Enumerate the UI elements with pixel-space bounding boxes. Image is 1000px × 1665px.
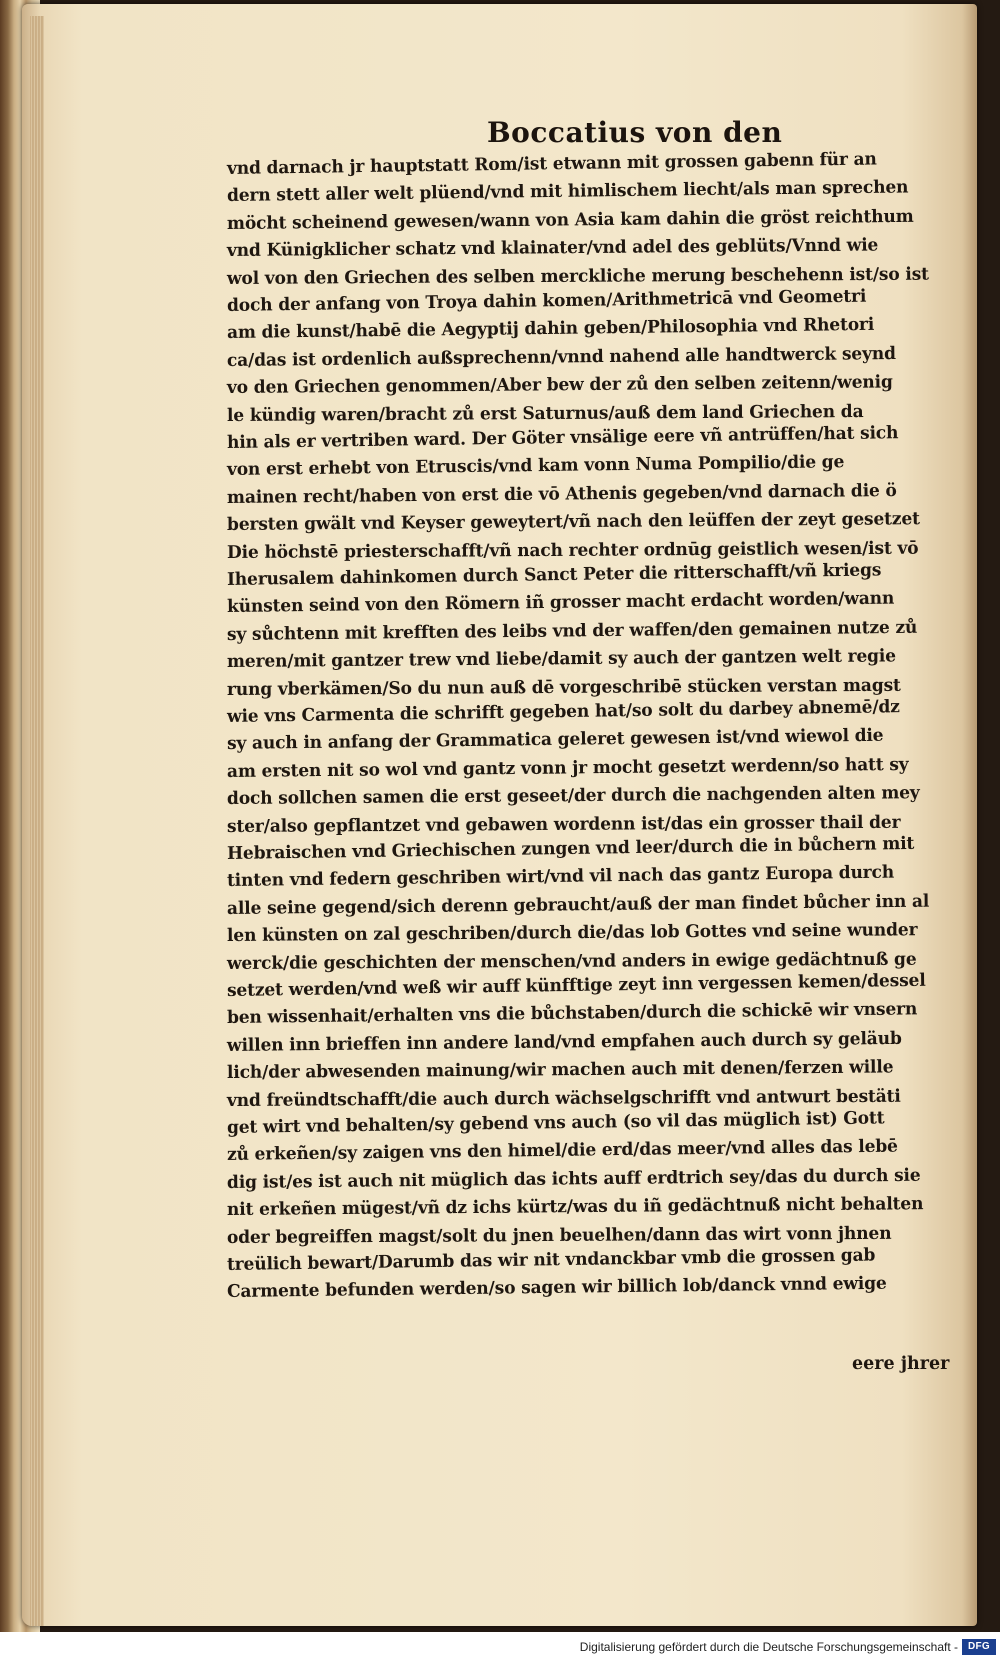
text-line: zů erkeñen/sy zaigen vns den himel/die erd/das meer/vnd alles das lebē: [226, 1136, 898, 1166]
text-block: [226, 116, 987, 1374]
text-line: setzet werden/vnd weß wir auff künfftige zeyt inn vergessen kemen/dessel: [226, 970, 926, 1001]
text-line: Hebraischen vnd Griechischen zungen vnd leer/durch die in bůchern mit: [226, 833, 915, 864]
catchword: eere jhrer: [852, 1354, 950, 1374]
text-line: von erst erhebt von Etruscis/vnd kam vonn Numa Pompilio/die ge: [226, 452, 845, 481]
text-line: doch sollchen samen die erst geseet/der durch die nachgenden alten mey: [226, 783, 920, 810]
text-line: am die kunst/habē die Aegyptij dahin geben/Philosophia vnd Rhetori: [226, 315, 875, 344]
running-head: Boccatius von den: [487, 116, 783, 149]
text-line: dig ist/es ist auch nit müglich das ichts auff erdtrich sey/das du durch sie: [226, 1165, 921, 1193]
text-line: ca/das ist ordenlich außsprechenn/vnnd nahend alle handtwerck seynd: [226, 343, 896, 371]
text-line: Iherusalem dahinkomen durch Sanct Peter die ritterschafft/vñ kriegs: [226, 560, 882, 590]
text-line: tinten vnd federn geschriben wirt/vnd vil nach das gantz Europa durch: [226, 863, 895, 892]
text-line: ben wissenhait/erhalten vns die bůchstaben/durch die schickē wir vnsern: [226, 999, 918, 1029]
text-line: le kündig waren/bracht zů erst Saturnus/auß dem land Griechen da: [226, 401, 864, 426]
text-line: wol von den Griechen des selben merckliche merung beschehenn ist/so ist: [226, 264, 929, 289]
text-line: alle seine gegend/sich derenn gebraucht/auß der man findet bůcher inn al: [226, 891, 930, 919]
text-line: mainen recht/haben von erst die vō Athenis gegeben/vnd darnach die ö: [226, 480, 897, 508]
text-line: get wirt vnd behalten/sy gebend vns auch (so vil das müglich ist) Gott: [226, 1108, 885, 1138]
text-line: möcht scheinend gewesen/wann von Asia kam dahin die gröst reichthum: [226, 206, 914, 234]
footer: [0, 1632, 1000, 1665]
text-line: bersten gwält vnd Keyser geweytert/vñ nach den leüffen der zeyt gesetzet: [226, 509, 920, 536]
text-line: nit erkeñen mügest/vñ dz ichs kürtz/was du iñ gedächtnuß nicht behalten: [226, 1194, 924, 1221]
text-line: rung vberkämen/So du nun auß dē vorgeschribē stücken verstan magst: [226, 675, 901, 700]
text-line: künsten seind von den Römern iñ grosser macht erdacht worden/wann: [226, 589, 895, 618]
text-line: Die höchstē priesterschafft/vñ nach rechter ordnūg geistlich wesen/ist vō: [226, 538, 919, 563]
text-line: meren/mit gantzer trew vnd liebe/damit sy auch der gantzen welt regie: [226, 646, 897, 673]
text-line: doch der anfang von Troya dahin komen/Arithmetricā vnd Geometri: [226, 286, 867, 316]
text-line: vnd freündtschafft/die auch durch wächselgschrifft vnd antwurt bestäti: [226, 1086, 901, 1111]
text-line: wie vns Carmenta die schrifft gegeben hat/so solt du darbey abnemē/dz: [226, 697, 900, 727]
text-line: vnd Künigklicher schatz vnd klainater/vnd adel des geblüts/Vnnd wie: [226, 235, 879, 262]
text-line: sy sůchtenn mit krefften des leibs vnd der waffen/den gemainen nutze zů: [226, 617, 918, 645]
text-line: werck/die geschichten der menschen/vnd anders in ewige gedächtnuß ge: [226, 949, 917, 974]
page-stack-edge: [30, 16, 44, 1626]
text-line: ster/also gepflantzet vnd gebawen wordenn ist/das ein grosser thail der: [226, 812, 901, 837]
text-line: willen inn brieffen inn andere land/vnd empfahen auch durch sy geläub: [226, 1028, 902, 1056]
text-line: sy auch in anfang der Grammatica geleret gewesen ist/vnd wiewol die: [226, 726, 884, 755]
text-line: lich/der abwesenden mainung/wir machen auch mit denen/ferzen wille: [226, 1057, 894, 1084]
text-line: dern stett aller welt plüend/vnd mit himlischem liecht/als man sprechen: [226, 177, 909, 207]
text-line: len künsten on zal geschriben/durch die/das lob Gottes vnd seine wunder: [226, 920, 918, 947]
page-leaf: [22, 4, 977, 1626]
text-line: am ersten nit so wol vnd gantz vonn jr mocht gesetzt werdenn/so hatt sy: [226, 754, 909, 782]
text-line: treülich bewart/Darumb das wir nit vndanckbar vmb die grossen gab: [226, 1245, 876, 1275]
text-line: Carmente befunden werden/so sagen wir billich lob/danck vnnd ewige: [226, 1274, 887, 1303]
text-line: vo den Griechen genommen/Aber bew der zů den selben zeitenn/wenig: [226, 372, 893, 399]
footer-credit: Digitalisierung gefördert durch die Deutsche Forschungsgemeinschaft -: [579, 1640, 958, 1654]
text-line: vnd darnach jr hauptstatt Rom/ist etwann mit grossen gabenn für an: [226, 149, 877, 179]
dfg-logo: DFG: [962, 1639, 996, 1655]
text-line: oder begreiffen magst/solt du jnen beuelhen/dann das wirt vonn jhnen: [226, 1223, 892, 1248]
text-line: hin als er vertriben ward. Der Göter vnsälige eere vñ antrüffen/hat sich: [226, 423, 899, 453]
